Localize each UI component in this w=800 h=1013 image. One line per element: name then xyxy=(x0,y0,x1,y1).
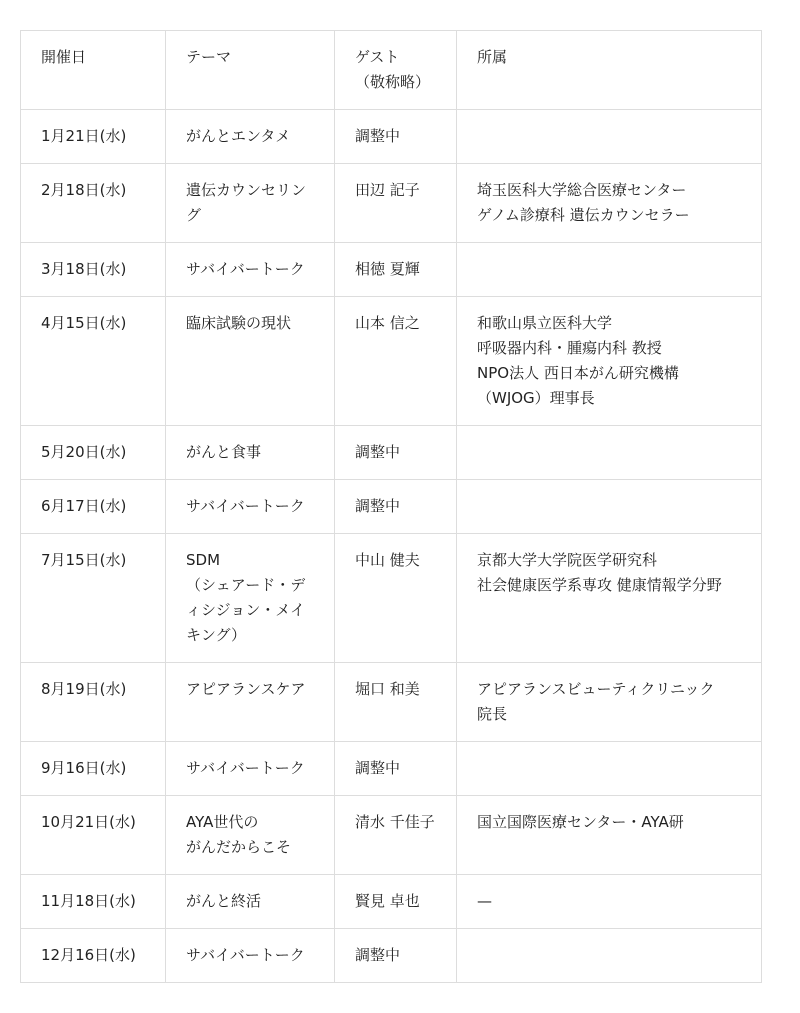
cell-theme: がんと終活 xyxy=(166,875,335,929)
cell-theme: 臨床試験の現状 xyxy=(166,297,335,426)
table-row xyxy=(21,243,762,297)
cell-theme: サバイバートーク xyxy=(166,742,335,796)
cell-affiliation: 和歌山県立医科大学 呼吸器内科・腫瘍内科 教授 NPO法人 西日本がん研究機構 （WJOG）理事長 xyxy=(457,297,762,426)
cell-guest: 中山 健夫 xyxy=(335,534,457,663)
table-row xyxy=(21,480,762,534)
cell-affiliation xyxy=(457,426,762,480)
cell-guest: 清水 千佳子 xyxy=(335,796,457,875)
cell-affiliation xyxy=(457,929,762,983)
table-row xyxy=(21,663,762,742)
cell-theme: SDM （シェアード・ディシジョン・メイキング） xyxy=(166,534,335,663)
cell-theme: AYA世代の がんだからこそ xyxy=(166,796,335,875)
table-row xyxy=(21,875,762,929)
table-header-row xyxy=(21,31,762,110)
cell-date: 3月18日(水) xyxy=(21,243,166,297)
cell-date: 4月15日(水) xyxy=(21,297,166,426)
cell-date: 6月17日(水) xyxy=(21,480,166,534)
cell-affiliation xyxy=(457,480,762,534)
table-row xyxy=(21,796,762,875)
cell-guest: 調整中 xyxy=(335,426,457,480)
table-row xyxy=(21,297,762,426)
cell-guest: 山本 信之 xyxy=(335,297,457,426)
table-row xyxy=(21,426,762,480)
cell-guest: 調整中 xyxy=(335,110,457,164)
cell-date: 5月20日(水) xyxy=(21,426,166,480)
table-row xyxy=(21,742,762,796)
cell-date: 8月19日(水) xyxy=(21,663,166,742)
cell-affiliation xyxy=(457,742,762,796)
cell-guest: 賢見 卓也 xyxy=(335,875,457,929)
cell-date: 7月15日(水) xyxy=(21,534,166,663)
cell-date: 1月21日(水) xyxy=(21,110,166,164)
header-theme: テーマ xyxy=(166,31,335,110)
cell-theme: サバイバートーク xyxy=(166,243,335,297)
cell-affiliation xyxy=(457,110,762,164)
schedule-table xyxy=(20,30,762,983)
cell-date: 12月16日(水) xyxy=(21,929,166,983)
cell-guest: 調整中 xyxy=(335,480,457,534)
cell-date: 11月18日(水) xyxy=(21,875,166,929)
table-row xyxy=(21,110,762,164)
cell-guest: 堀口 和美 xyxy=(335,663,457,742)
cell-date: 10月21日(水) xyxy=(21,796,166,875)
table-row xyxy=(21,534,762,663)
table-row xyxy=(21,164,762,243)
cell-theme: 遺伝カウンセリング xyxy=(166,164,335,243)
cell-theme: がんとエンタメ xyxy=(166,110,335,164)
cell-affiliation: — xyxy=(457,875,762,929)
cell-affiliation: 国立国際医療センター・AYA研 xyxy=(457,796,762,875)
cell-guest: 相徳 夏輝 xyxy=(335,243,457,297)
cell-theme: サバイバートーク xyxy=(166,480,335,534)
cell-date: 9月16日(水) xyxy=(21,742,166,796)
cell-date: 2月18日(水) xyxy=(21,164,166,243)
header-guest: ゲスト （敬称略） xyxy=(335,31,457,110)
cell-affiliation: 埼玉医科大学総合医療センター ゲノム診療科 遺伝カウンセラー xyxy=(457,164,762,243)
cell-guest: 調整中 xyxy=(335,929,457,983)
cell-affiliation: 京都大学大学院医学研究科 社会健康医学系専攻 健康情報学分野 xyxy=(457,534,762,663)
cell-affiliation: アピアランスビューティクリニック 院長 xyxy=(457,663,762,742)
cell-theme: サバイバートーク xyxy=(166,929,335,983)
cell-theme: がんと食事 xyxy=(166,426,335,480)
cell-theme: アピアランスケア xyxy=(166,663,335,742)
cell-guest: 調整中 xyxy=(335,742,457,796)
cell-affiliation xyxy=(457,243,762,297)
table-row xyxy=(21,929,762,983)
header-affiliation: 所属 xyxy=(457,31,762,110)
header-date: 開催日 xyxy=(21,31,166,110)
cell-guest: 田辺 記子 xyxy=(335,164,457,243)
